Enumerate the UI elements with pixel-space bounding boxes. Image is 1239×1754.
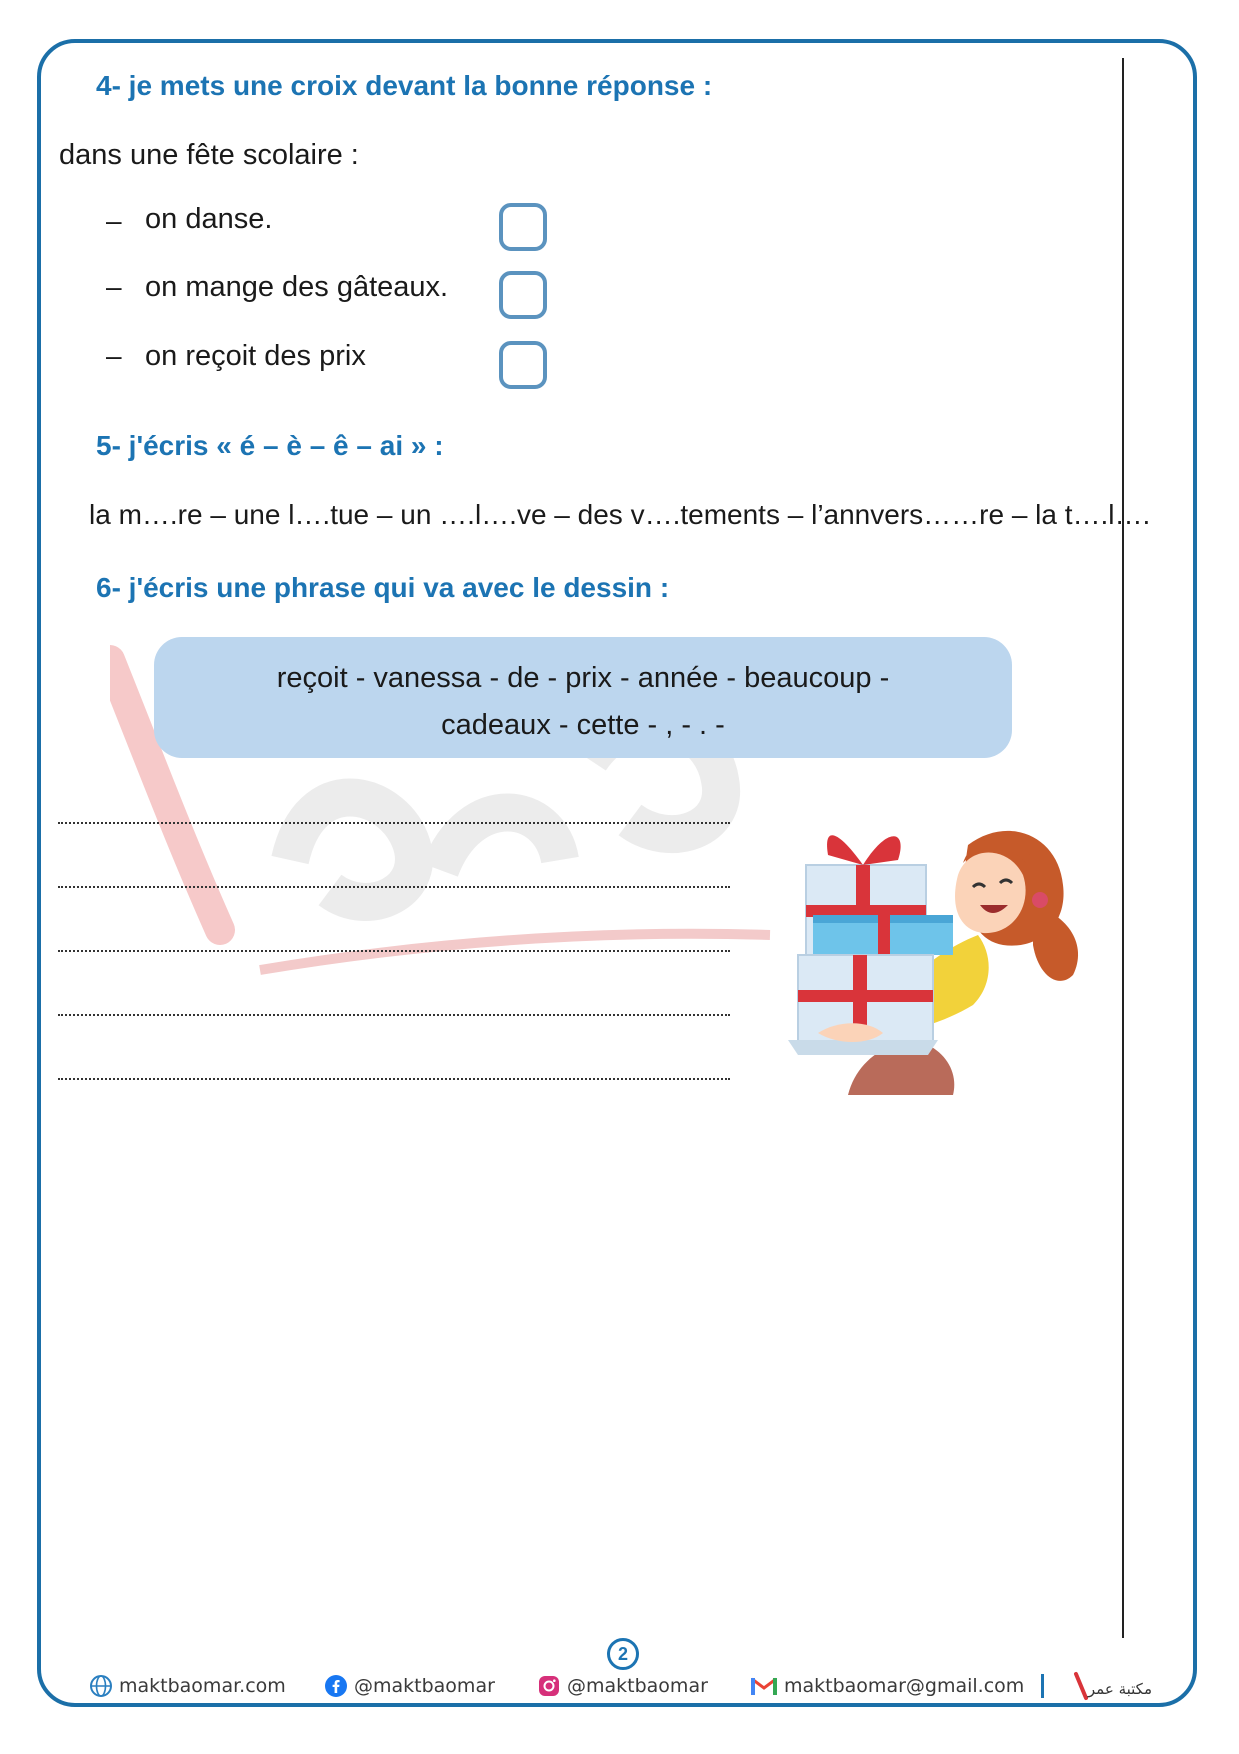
gmail-icon	[750, 1675, 778, 1697]
word-bank-line: cadeaux - cette - , - . -	[441, 709, 725, 741]
writing-line[interactable]	[58, 1078, 730, 1080]
brand-logo	[1072, 1668, 1154, 1704]
brand-logo-text: مكتبة عمر	[1087, 1680, 1152, 1698]
footer-email[interactable]	[750, 1670, 1024, 1702]
option-dash: –	[106, 205, 122, 236]
word-bank-line: reçoit - vanessa - de - prix - année - beaucoup -	[276, 662, 890, 694]
section-4-intro: dans une fête scolaire :	[59, 139, 359, 171]
page-number: 2	[607, 1638, 639, 1670]
footer-website-text: maktbaomar.com	[119, 1675, 286, 1697]
section-5-heading: 5- j'écris « é – è – ê – ai » :	[96, 430, 444, 461]
section-6-heading: 6- j'écris une phrase qui va avec le dessin :	[96, 572, 670, 603]
section-4-heading: 4- je mets une croix devant la bonne réponse :	[96, 70, 713, 101]
option-dash: –	[106, 340, 122, 371]
instagram-icon	[537, 1674, 561, 1698]
footer-facebook-text: @maktbaomar	[354, 1675, 495, 1697]
option-label: on mange des gâteaux.	[145, 271, 449, 303]
footer-instagram-text: @maktbaomar	[567, 1675, 708, 1697]
footer-facebook[interactable]	[324, 1670, 495, 1702]
footer-email-text: maktbaomar@gmail.com	[784, 1675, 1025, 1697]
footer-instagram[interactable]	[537, 1670, 708, 1702]
writing-line[interactable]	[58, 822, 730, 824]
girl-with-gifts-illustration	[768, 805, 1098, 1095]
writing-line[interactable]	[58, 886, 730, 888]
margin-line	[1122, 58, 1124, 1638]
footer-website[interactable]	[89, 1670, 286, 1702]
globe-icon	[89, 1674, 113, 1698]
writing-line[interactable]	[58, 1014, 730, 1016]
option-label: on reçoit des prix	[145, 340, 366, 372]
option-checkbox[interactable]	[499, 203, 547, 251]
option-dash: –	[106, 271, 122, 302]
option-label: on danse.	[145, 203, 273, 235]
word-bank	[154, 637, 1012, 758]
option-checkbox[interactable]	[499, 341, 547, 389]
footer-separator	[1041, 1674, 1044, 1698]
facebook-icon	[324, 1674, 348, 1698]
option-checkbox[interactable]	[499, 271, 547, 319]
fill-in-sentence: la m….re – une l….tue – un ….l….ve – des v….tements – l’annvers……re – la t….l….	[89, 499, 1151, 530]
writing-line[interactable]	[58, 950, 730, 952]
